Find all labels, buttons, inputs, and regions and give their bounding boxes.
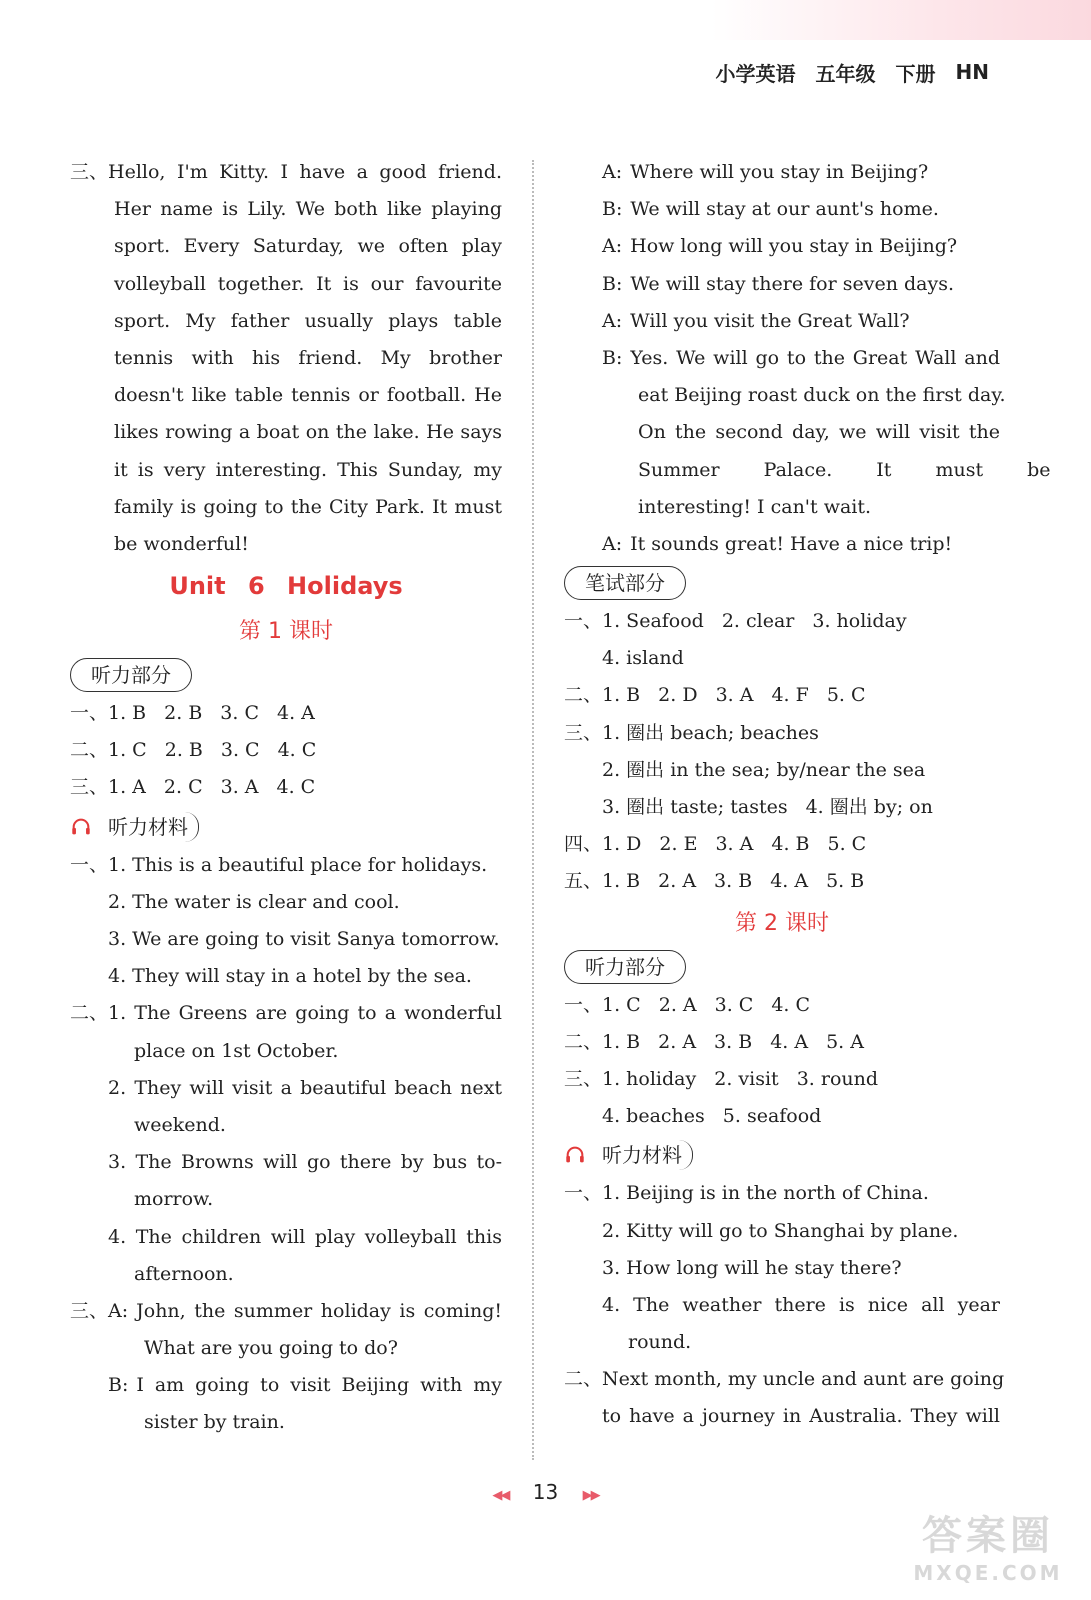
material-line: round. xyxy=(628,1331,692,1354)
answer-row: 四、 1. D 2. E 3. A 4. B 5. C xyxy=(564,833,867,856)
header-edition: HN xyxy=(955,60,989,84)
left-column xyxy=(70,154,502,1442)
lesson-title: 第 1 课时 xyxy=(239,619,333,645)
watermark-site: MXQE.COM xyxy=(913,1561,1063,1585)
watermark xyxy=(903,1512,1073,1592)
material-line: 3. How long will he stay there? xyxy=(602,1256,902,1279)
next-arrows-icon: ▶▶ xyxy=(582,1488,599,1503)
answer-row: 4. beaches 5. seafood xyxy=(602,1105,822,1128)
material-line: weekend. xyxy=(134,1113,226,1136)
headphones-icon xyxy=(70,816,92,838)
dialog-line: A: Where will you stay in Beijing? xyxy=(602,161,929,183)
material-line: 一、 1. This is a beautiful place for holidays. xyxy=(70,853,488,876)
answer-row: 三、 1. 圈出 beach; beaches xyxy=(564,721,819,744)
material-line: sister by train. xyxy=(144,1411,285,1434)
passage-line: be wonderful! xyxy=(114,532,249,555)
material-line: 3. The Browns will go there by bus to- xyxy=(108,1151,502,1174)
passage-line: it is very interesting. This Sunday, my xyxy=(114,458,502,481)
passage-line: tennis with his friend. My brother xyxy=(114,346,502,369)
material-line: 4. They will stay in a hotel by the sea. xyxy=(108,965,472,988)
header-grade: 五年级 xyxy=(815,61,876,86)
dialog-line: B: We will stay at our aunt's home. xyxy=(602,198,939,221)
passage-line: 三、 Hello, I'm Kitty. I have a good friend. xyxy=(70,161,502,183)
material-line: to have a journey in Australia. They will xyxy=(602,1405,1000,1428)
answer-row: 一、 1. C 2. A 3. C 4. C xyxy=(564,993,811,1016)
watermark-logo: 答案圈 xyxy=(922,1513,1054,1559)
material-line: 三、 A: John, the summer holiday is coming! xyxy=(70,1299,502,1322)
answer-row: 一、 1. B 2. B 3. C 4. A xyxy=(70,702,315,725)
dialog-line: B: We will stay there for seven days. xyxy=(602,272,954,295)
answer-row: 二、 1. B 2. D 3. A 4. F 5. C xyxy=(564,684,866,707)
dialog-line: Summer Palace. It must be xyxy=(638,458,1051,481)
material-line: 2. Kitty will go to Shanghai by plane. xyxy=(602,1219,959,1242)
material-line: 一、 1. Beijing is in the north of China. xyxy=(564,1182,929,1205)
answer-row: 三、 1. A 2. C 3. A 4. C xyxy=(70,776,316,799)
answer-row: 五、 1. B 2. A 3. B 4. A 5. B xyxy=(564,870,865,893)
material-line: afternoon. xyxy=(134,1262,234,1285)
headphones-icon xyxy=(564,1144,586,1166)
passage-line: sport. My father usually plays table xyxy=(114,309,502,332)
material-line: 4. The weather there is nice all year xyxy=(602,1293,1000,1316)
dialog-line: B: Yes. We will go to the Great Wall and xyxy=(602,346,1000,369)
header-decoration xyxy=(711,0,1091,40)
answer-row: 2. 圈出 in the sea; by/near the sea xyxy=(602,758,926,781)
passage-line: doesn't like table tennis or football. He xyxy=(114,384,502,407)
material-line: 2. They will visit a beautiful beach next xyxy=(108,1076,502,1099)
material-line: B: I am going to visit Beijing with my xyxy=(108,1374,502,1397)
page-header xyxy=(716,58,989,86)
page-number: 13 xyxy=(532,1480,559,1504)
material-line: 二、 1. The Greens are going to a wonderful xyxy=(70,1002,502,1025)
materials-label: 听力材料 xyxy=(102,812,199,842)
dialog-line: A: It sounds great! Have a nice trip! xyxy=(602,532,953,555)
material-line: 2. The water is clear and cool. xyxy=(108,890,400,913)
material-line: 4. The children will play volleyball this xyxy=(108,1225,502,1248)
material-line: 二、 Next month, my uncle and aunt are going xyxy=(564,1368,1005,1391)
header-subject: 小学英语 xyxy=(715,61,796,86)
material-line: 3. We are going to visit Sanya tomorrow. xyxy=(108,928,500,950)
dialog-line: On the second day, we will visit the xyxy=(638,421,1000,444)
answer-row: 3. 圈出 taste; tastes 4. 圈出 by; on xyxy=(602,796,933,818)
dialog-line: A: Will you visit the Great Wall? xyxy=(602,309,910,332)
section-badge: 笔试部分 xyxy=(564,566,686,600)
answer-row: 4. island xyxy=(602,647,684,670)
dialog-line: A: How long will you stay in Beijing? xyxy=(602,235,958,258)
answer-row: 二、 1. C 2. B 3. C 4. C xyxy=(70,739,317,762)
materials-heading xyxy=(70,807,502,847)
answer-row: 一、 1. Seafood 2. clear 3. holiday xyxy=(564,610,907,633)
passage-line: volleyball together. It is our favourite xyxy=(114,272,502,295)
section-badge: 听力部分 xyxy=(70,658,192,692)
passage-line: family is going to the City Park. It must xyxy=(114,495,502,518)
prev-arrows-icon: ◀◀ xyxy=(492,1488,509,1503)
material-line: What are you going to do? xyxy=(144,1337,398,1360)
passage-line: Her name is Lily. We both like playing xyxy=(114,198,502,221)
column-divider xyxy=(532,160,534,1460)
material-line: morrow. xyxy=(134,1188,214,1211)
answer-row: 二、 1. B 2. A 3. B 4. A 5. A xyxy=(564,1030,864,1053)
header-volume: 下册 xyxy=(895,61,936,86)
section-badge: 听力部分 xyxy=(564,950,686,984)
passage-line: sport. Every Saturday, we often play xyxy=(114,235,502,258)
materials-heading xyxy=(564,1135,1000,1175)
passage-line: likes rowing a boat on the lake. He says xyxy=(114,421,502,444)
answer-row: 三、 1. holiday 2. visit 3. round xyxy=(564,1067,879,1090)
page-footer xyxy=(0,1480,1091,1504)
materials-label: 听力材料 xyxy=(596,1140,693,1170)
right-column xyxy=(564,154,1051,1436)
lesson-title: 第 2 课时 xyxy=(735,910,829,936)
dialog-line: interesting! I can't wait. xyxy=(638,495,872,518)
unit-title: Unit 6 Holidays xyxy=(169,572,403,601)
material-line: place on 1st October. xyxy=(134,1039,339,1062)
dialog-line: eat Beijing roast duck on the first day. xyxy=(638,384,1006,407)
